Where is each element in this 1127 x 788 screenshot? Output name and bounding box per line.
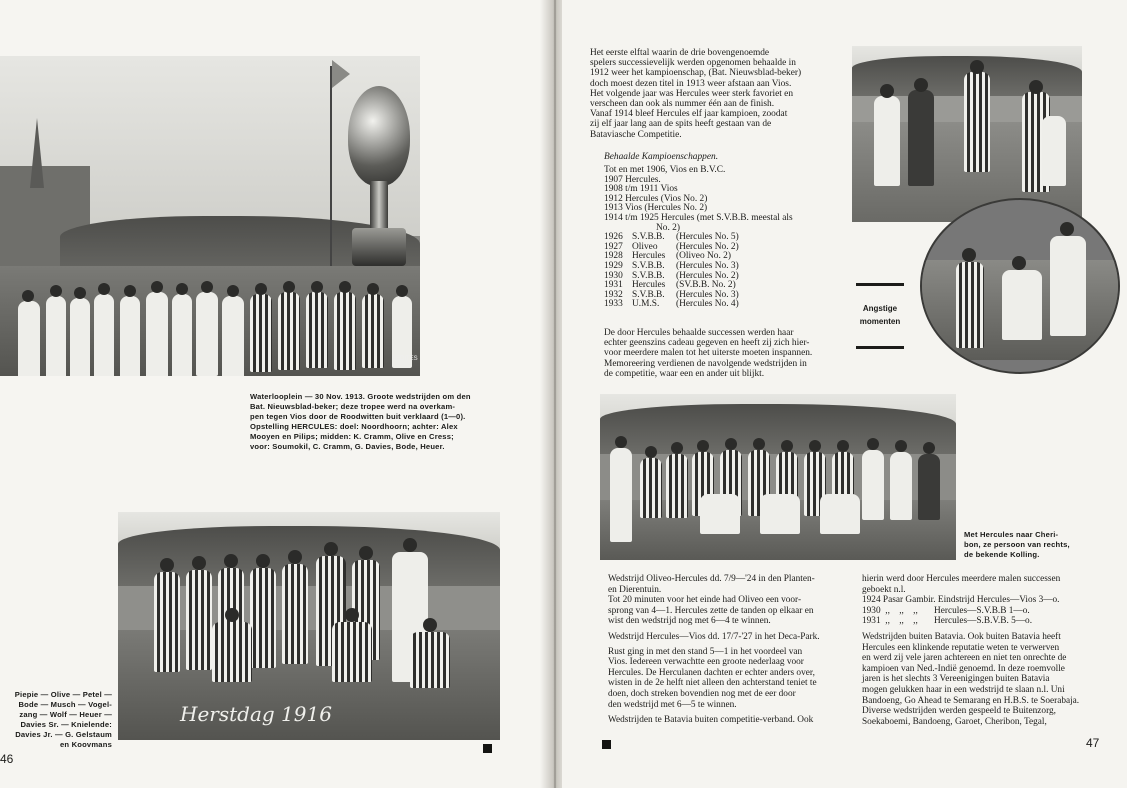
championships-heading: Behaalde Kampioenschappen. (604, 152, 719, 162)
square-marker-right (602, 740, 611, 749)
photo-round-action (920, 198, 1120, 374)
caption-waterlooplein: Waterlooplein — 30 Nov. 1913. Groote wedstrijden om den Bat. Nieuwsblad-beker; deze tropee werd na overkam- pen tegen Vios door de Roodwitten buit verklaard (1—0). Opstelling HERCULES: doel: Noordhoorn; achter: Alex Mooyen en Pilips; midden: K. Cramm, Olive en Cress; voor: Soumokil, C. Cramm, G. Davies, Bode, Heuer. (250, 392, 471, 451)
square-marker-left (483, 744, 492, 753)
divider-rule-bottom (856, 346, 904, 349)
champ-row: 1929 S.V.B.B. (Hercules No. 3) (604, 260, 739, 271)
page-number-right: 47 (1086, 736, 1100, 750)
left-page (0, 0, 555, 788)
intro-paragraph: Het eerste elftal waarin de drie bovengenoemde spelers successievelijk werden opgenomen behaalde in 1912 weer het kampioenschap, (Bat. Nieuwsblad-beker) doch moest dezen titel in 1913 weer afstaan aan Vios. Het volgende jaar was Hercules weer sterk favoriet en verscheen dan ook als nummer één aan de finish. Vanaf 1914 bleef Hercules elf jaar kampioen, zoodat zij elf jaar lang aan de spits heeft gestaan van de Bataviasche Competitie. (590, 48, 802, 140)
champ-row: 1928 Hercules (Oliveo No. 2) (604, 251, 731, 262)
championships-list: Tot en met 1906, Vios en B.V.C. 1907 Hercules. 1908 t/m 1911 Vios 1912 Hercules (Vios No. 2) 1913 Vios (Hercules No. 2) 1914 t/m 1925 Hercules (met S.V.B.B. meestal als No. 2) 1926 S.V.B.B. (Hercules No. 5) 1927 Oliveo (Hercules No. 2) 1928 Hercules (Oliveo No. 2) 1929 S.V.B.B. (Hercules No. 3) 1930 S.V.B.B. (Hercules No. 2) 1931 Hercules (SV.B.B. No. 2) 1932 S.V.B.B. (Hercules No. 3) 1933 U.M.S. (Hercules No. 4) (604, 166, 844, 310)
champ-row: 1931 Hercules (SV.B.B. No. 2) (604, 280, 736, 291)
champ-row: 1927 Oliveo (Hercules No. 2) (604, 241, 739, 252)
bottom-column-right: hierin werd door Hercules meerdere malen successen geboekt n.l. 1924 Pasar Gambir. Eindstrijd Hercules—Vios 3—o. 1930 ,, ,, ,, Hercules—S.V.B.B 1—o. 1931 ,, ,, ,, Hercules—S.B.V.B. 5—o. Wedstrijden buiten Batavia. Ook buiten Batavia heeft Hercules een klinkende reputatie weten te verwerven en werd zij vele jaren achtereen en niet ten onrechte de kampioen van Ned.-Indië genoemd. In deze roemvolle jaren is het slechts 3 Vereenigingen buiten Batavia mogen gelukken haar in een wedstrijd te slaan n.l. Uni Bandoeng, Go Ahead te Semarang en H.B.S. te Soerabaja. Diverse wedstrijden werden gespeeld te Buitenzorg, Soekaboemi, Bandoeng, Garoet, Cheribon, Tegal, (862, 574, 1080, 727)
champ-row: 1932 S.V.B.B. (Hercules No. 3) (604, 289, 739, 300)
photo-herstdag-1916 (118, 512, 500, 740)
champ-row: 1926 S.V.B.B. (Hercules No. 5) (604, 232, 739, 243)
divider-rule-top (856, 283, 904, 286)
page-number-left: 46 (0, 752, 14, 766)
photo-stamp: EEDITES (392, 356, 418, 362)
photo-handwriting: Herstdag 1916 (180, 702, 332, 726)
photo-action-header (852, 46, 1082, 222)
champ-row: 1930 S.V.B.B. (Hercules No. 2) (604, 270, 739, 281)
photo-cheribon-team (600, 394, 956, 560)
successes-paragraph: De door Hercules behaalde successen werden haar echter geenszins cadeau gegeven en heeft zij zich hier- voor meerdere malen tot het uiterste moeten inspannen. Memoreering verdienen de navolgende wedstrijden in de competitie, waar een en ander uit blijkt. (604, 328, 813, 379)
champ-row: 1933 U.M.S. (Hercules No. 4) (604, 299, 739, 310)
caption-cheribon: Met Hercules naar Cheri- bon, ze persoon van rechts, de bekende Kolling. (964, 530, 1070, 559)
bottom-column-left: Wedstrijd Oliveo-Hercules dd. 7/9—'24 in den Planten- en Dierentuin. Tot 20 minuten voor het einde had Oliveo een voor- sprong van 4—1. Hercules zette de tanden op elkaar en wist den wedstrijd nog met 6—4 te winnen. Wedstrijd Hercules—Vios dd. 17/7-'27 in het Deca-Park. Rust ging in met den stand 5—1 in het voordeel van Vios. Iedereen verwachtte een groote nederlaag voor Hercules. De Herculanen dachten er echter anders over, wisten in de 2e helft niet alleen den achterstand teniet te doen, doch streken bovendien nog met de eer door den wedstrijd met 6—5 te winnen. Wedstrijden te Batavia buiten competitie-verband. Ook (608, 574, 820, 726)
right-page (562, 0, 1127, 788)
angst-label: Angstige momenten (859, 304, 901, 326)
photo-waterlooplein-lineup (0, 56, 420, 376)
caption-herstdag: Piepie — Olive — Petel — Bode — Musch — Vogel- zang — Wolf — Heuer — Davies Sr. — Knielende: Davies Jr. — G. Gelstaum en Koovmans (14, 690, 112, 749)
